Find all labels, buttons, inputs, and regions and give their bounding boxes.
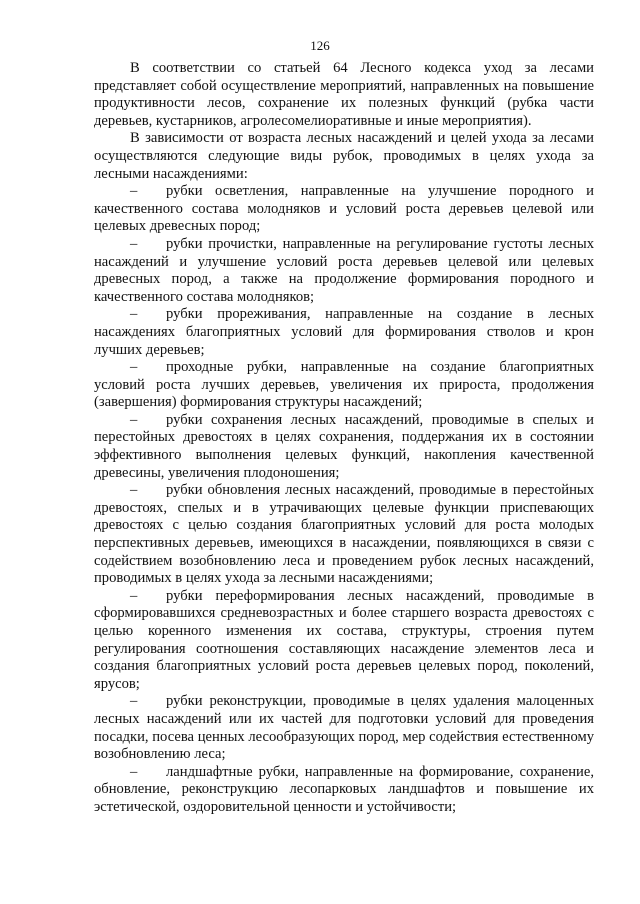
list-item-text: рубки прореживания, направленные на создание в лесных насаждениях благоприятных условий для формирования стволов и крон лучших деревьев; [94,306,594,358]
document-body [94,60,594,817]
list-dash: – [130,183,138,200]
list-dash: – [130,411,138,428]
paragraph: В соответствии со статьей 64 Лесного кодекса уход за лесами представляет собой осуществление мероприятий, направленных на повышение продуктивности лесов, сохранение их полезных функций (рубка части деревьев, кустарников, агролесомелиоративные и иные мероприятия). [94,60,594,129]
list-item [94,482,594,588]
list-item-text: проходные рубки, направленные на создание благоприятных условий роста лучших деревьев, увеличения их прироста, продолжения (завершения) формирования структуры насаждений; [94,359,594,411]
list-item-text: рубки переформирования лесных насаждений, проводимые в сформировавшихся средневозрастных и более старшего возраста древостоях с целью коренного изменения их состава, структуры, строения путем регулирования соотношения составляющих насаждение элементов леса и создания благоприятных условий роста деревьев целевых пород, поколений, ярусов; [94,587,594,692]
list-item [94,183,594,236]
list-item [94,412,594,482]
list-item [94,236,594,306]
list-item-text: рубки обновления лесных насаждений, проводимые в перестойных древостоях, спелых и в утрачивающих целевые функции приспевающих древостоях с целью создания благоприятных условий для роста молодых перспективных деревьев, имеющихся в насаждении, появляющихся в связи с содействием возобновлению леса и проведением рубок лесных насаждений, проводимых в целях ухода за лесными насаждениями; [94,482,594,587]
paragraph: В зависимости от возраста лесных насаждений и целей ухода за лесами осуществляются следующие виды рубок, проводимых в целях ухода за лесными насаждениями: [94,130,594,182]
list-item [94,693,594,763]
list-item-text: рубки сохранения лесных насаждений, проводимые в спелых и перестойных древостоях в целях сохранения, поддержания их в состоянии эффективного выполнения целевых функций, накопления качественной древесины, увеличения плодоношения; [94,411,594,481]
list-item [94,764,594,817]
list-item-text: рубки прочистки, направленные на регулирование густоты лесных насаждений и улучшение условий роста деревьев целевой или целевых древесных пород, а также на продолжение формирования породного и качественного состава молодняков; [94,235,594,305]
list-dash: – [130,306,138,323]
list-dash: – [130,763,138,780]
list-item-text: рубки реконструкции, проводимые в целях удаления малоценных лесных насаждений или их частей для подготовки условий для проведения посадки, посева ценных лесообразующих пород, мер содействия естественному возобновлению леса; [94,693,594,763]
list-item [94,359,594,412]
list-item-text: рубки осветления, направленные на улучшение породного и качественного состава молодняков и условий роста деревьев целевой или целевых древесных пород; [94,183,594,235]
list-dash: – [130,693,138,710]
list-dash: – [130,359,138,376]
list-dash: – [130,587,138,604]
list-item [94,306,594,359]
list-dash: – [130,235,138,252]
list-item [94,588,594,694]
list-dash: – [130,482,138,499]
page-number: 126 [310,38,330,53]
list-item-text: ландшафтные рубки, направленные на формирование, сохранение, обновление, реконструкцию лесопарковых ландшафтов и повышение их эстетической, оздоровительной ценности и устойчивости; [94,763,594,815]
